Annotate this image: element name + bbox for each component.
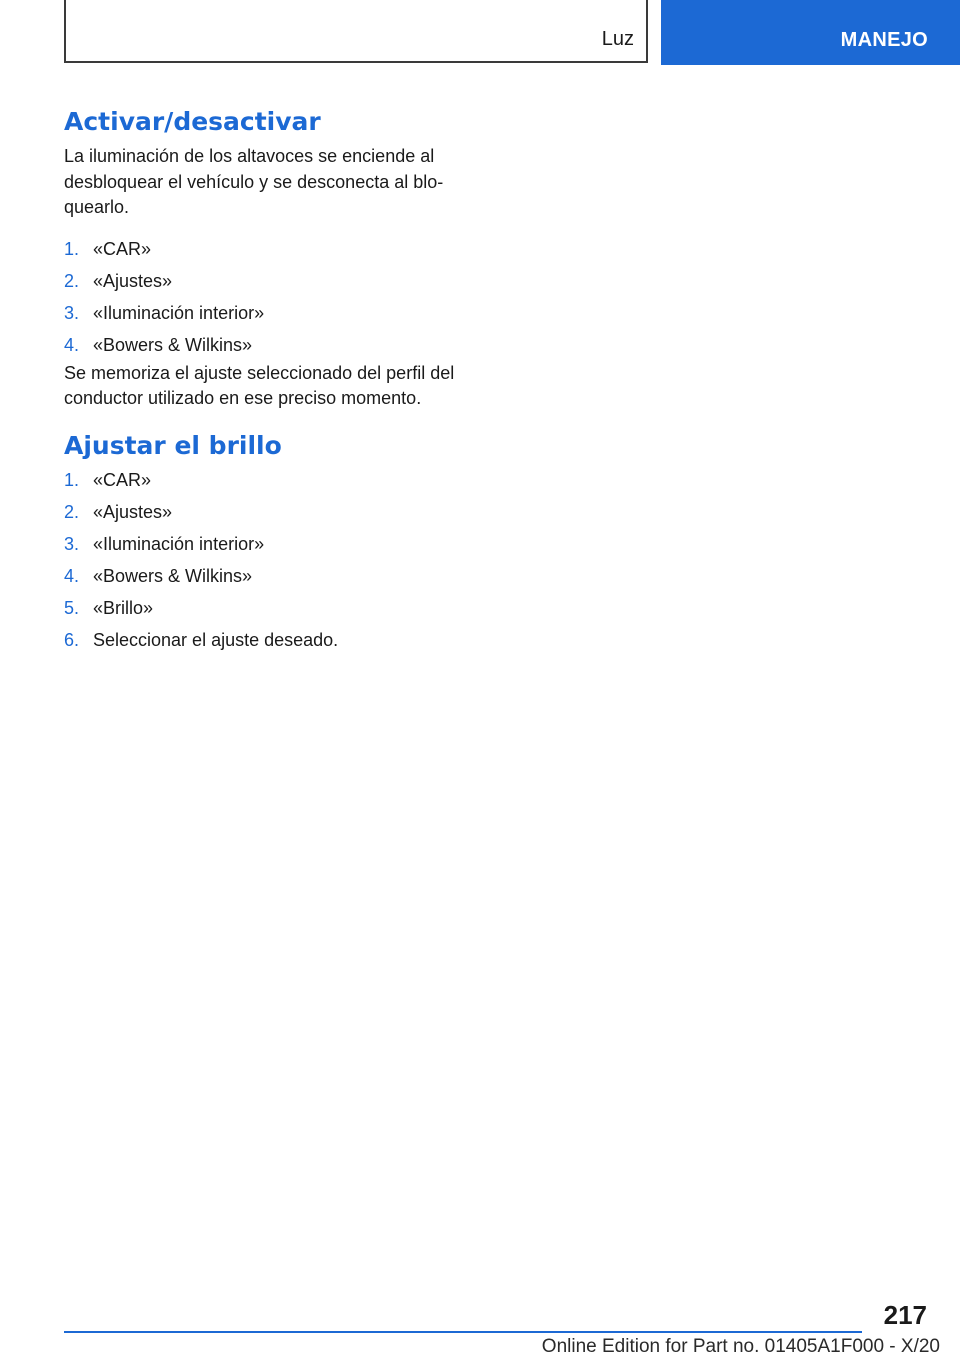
note-paragraph [64,361,494,412]
footer-divider [64,1331,862,1333]
step-item [64,329,494,361]
step-number: 4. [64,565,80,586]
intro-paragraph [64,144,494,221]
step-text: «Bowers & Wilkins» [93,334,253,355]
step-number: 2. [64,270,80,291]
step-text: «Iluminación interior» [93,533,265,554]
step-number: 4. [64,334,80,355]
step-number: 3. [64,533,80,554]
intro-line: quearlo. [64,197,130,217]
step-number: 5. [64,597,80,618]
page-number: 217 [883,1300,927,1330]
section-tab [661,0,960,65]
steps-list-activate [64,233,494,361]
step-item [64,233,494,265]
edition-text: Online Edition for Part no. 01405A1F000 - X/20 [541,1336,940,1357]
step-item [64,265,494,297]
note-line: Se memoriza el ajuste seleccionado del perfil del [64,362,455,383]
step-item [64,528,494,560]
step-text: «Iluminación interior» [93,302,265,323]
step-number: 6. [64,629,80,650]
step-text: «Ajustes» [93,270,173,291]
header-chapter-box [64,0,648,63]
edition-footer [0,1336,960,1358]
step-number: 3. [64,302,80,323]
step-text: «CAR» [93,238,152,259]
step-text: «CAR» [93,469,152,490]
step-text: «Bowers & Wilkins» [93,565,253,586]
step-item [64,624,494,656]
note-line: conductor utilizado en ese preciso momento. [64,388,422,408]
step-text: Seleccionar el ajuste deseado. [93,629,339,650]
step-text: «Brillo» [93,597,154,618]
section-tab-label: MANEJO [840,29,928,51]
step-number: 1. [64,238,80,259]
step-item [64,496,494,528]
step-number: 1. [64,469,80,490]
step-number: 2. [64,501,80,522]
step-item [64,464,494,496]
step-text: «Ajustes» [93,501,173,522]
intro-line: desbloquear el vehículo y se desconecta al blo- [64,171,444,192]
step-item [64,592,494,624]
step-item [64,297,494,329]
chapter-title: Luz [601,28,634,50]
intro-line: La iluminación de los altavoces se enciende al [64,146,435,166]
page-content [64,100,494,656]
step-item [64,560,494,592]
section-heading-activate: Activar/desactivar [64,107,321,136]
steps-list-brightness [64,464,494,656]
section-heading-brightness: Ajustar el brillo [64,430,282,460]
